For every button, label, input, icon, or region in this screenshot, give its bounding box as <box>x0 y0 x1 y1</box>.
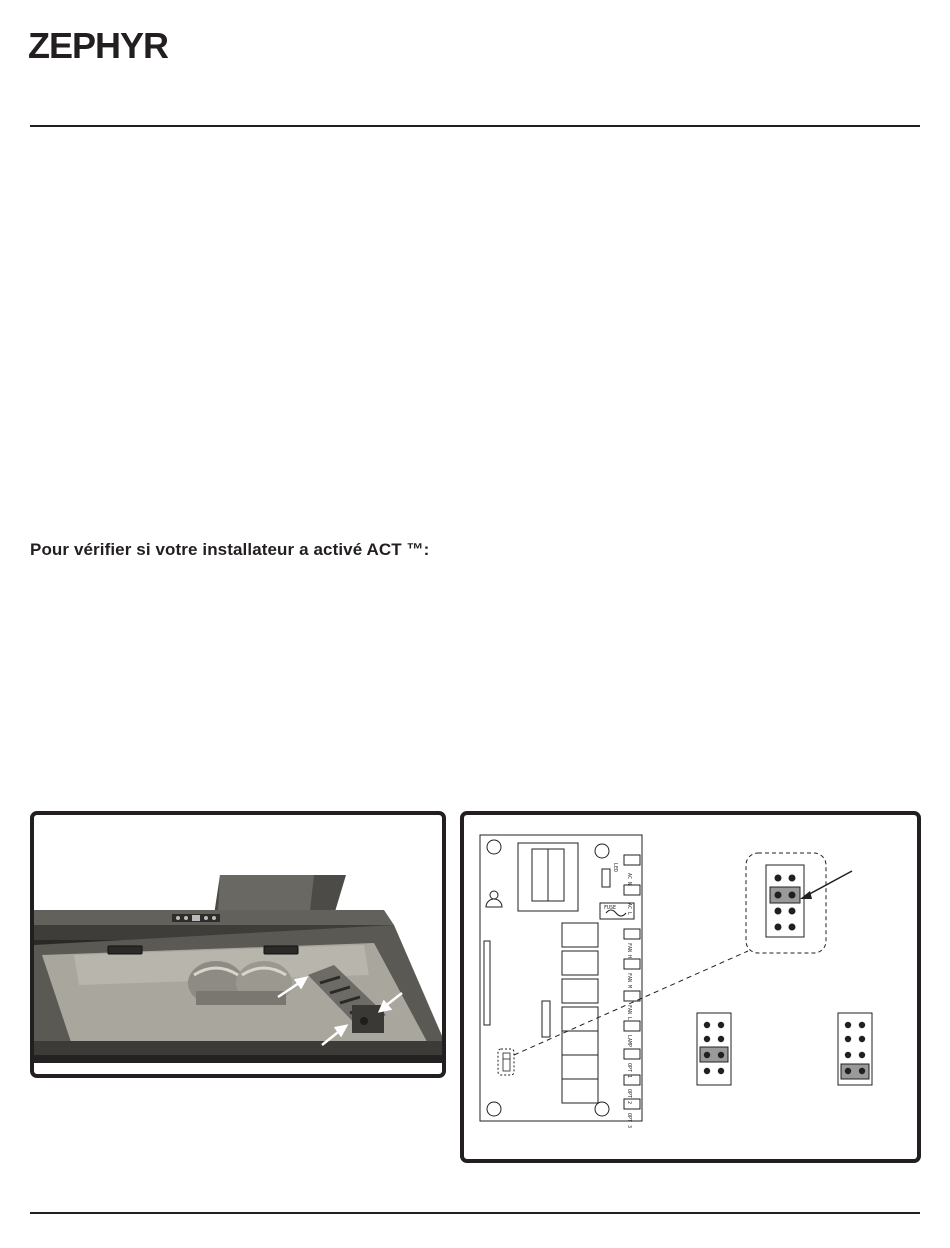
section-heading: Pour vérifier si votre installateur a activé ACT ™: <box>30 540 430 559</box>
brand-wordmark: ZEPHYR <box>28 25 168 66</box>
control-board-diagram <box>464 815 917 1159</box>
connector-label-fan-l: FAN L <box>626 1005 632 1021</box>
control-board <box>480 835 642 1121</box>
connector-label-fan-m: FAN M <box>626 973 632 989</box>
zephyr-logo <box>28 22 168 66</box>
board-label-led: LED <box>612 863 618 873</box>
connector-label-opt-2: OPT 2 <box>626 1089 632 1105</box>
connector-label-fan-h: FAN H <box>626 943 632 959</box>
hood-illustration <box>34 815 442 1074</box>
connector-label-fuse: FUSE <box>604 905 617 911</box>
header-divider <box>30 125 920 127</box>
figure-board-panel <box>460 811 921 1163</box>
connector-label-ac-n: AC N <box>626 873 632 886</box>
footer-divider <box>30 1212 920 1214</box>
figure-hood-panel <box>30 811 446 1078</box>
connector-label-ac-l: AC L <box>626 903 632 916</box>
connector-label-opt-3: OPT 3 <box>626 1113 632 1129</box>
connector-label-opt-1: OPT 1 <box>626 1063 632 1079</box>
connector-label-lamp: LAMP <box>626 1035 632 1048</box>
